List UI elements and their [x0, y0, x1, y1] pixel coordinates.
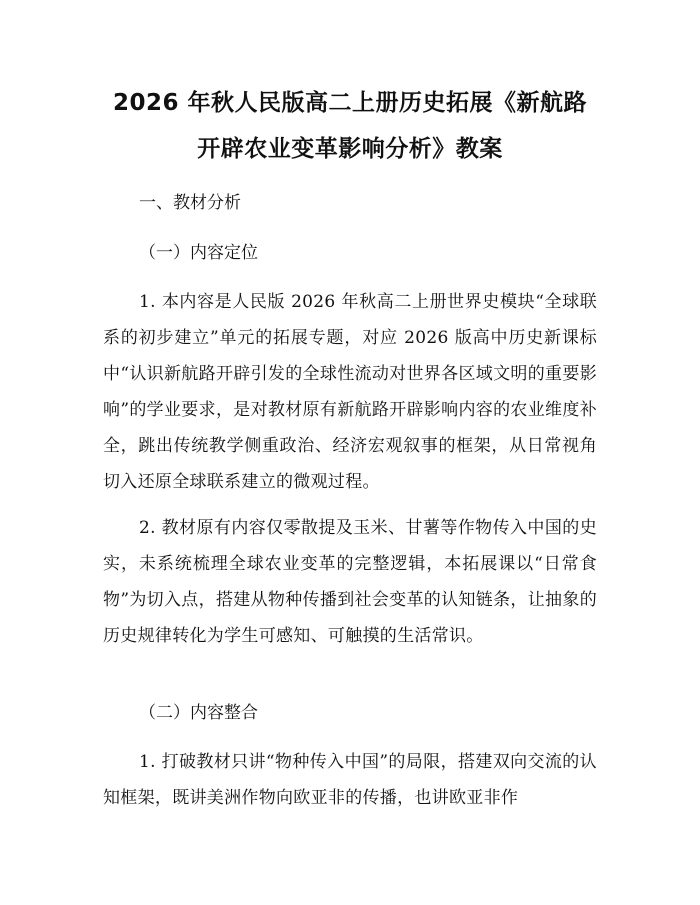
document-title-line-2: 开辟农业变革影响分析》教案	[197, 136, 503, 162]
document-title-line-1: 2026 年秋人民版高二上册历史拓展《新航路	[112, 90, 588, 116]
paragraph-3: 1. 打破教材只讲“物种传入中国”的局限，搭建双向交流的认知框架，既讲美洲作物向欧亚非的传播，也讲欧亚非作	[103, 752, 597, 808]
subsection-heading-content-positioning: （一）内容定位	[139, 243, 258, 263]
paragraph-2: 2. 教材原有内容仅零散提及玉米、甘薯等作物传入中国的史实，未系统梳理全球农业变革的完整逻辑，本拓展课以“日常食物”为切入点，搭建从物种传播到社会变革的认知链条，让抽象的历史规律转化为学生可感知、可触摸的生活常识。	[103, 518, 597, 646]
subsection-heading-content-integration: （二）内容整合	[139, 703, 258, 723]
paragraph-1: 1. 本内容是人民版 2026 年秋高二上册世界史模块“全球联系的初步建立”单元的拓展专题，对应 2026 版高中历史新课标中“认识新航路开辟引发的全球性流动对世界各区域文明的重要影响”的学业要求，是对教材原有新航路开辟影响内容的农业维度补全，跳出传统教学侧重政治、经济宏观叙事的框架，从日常视角切入还原全球联系建立的微观过程。	[103, 292, 597, 492]
section-heading-teaching-material-analysis: 一、教材分析	[139, 193, 241, 213]
